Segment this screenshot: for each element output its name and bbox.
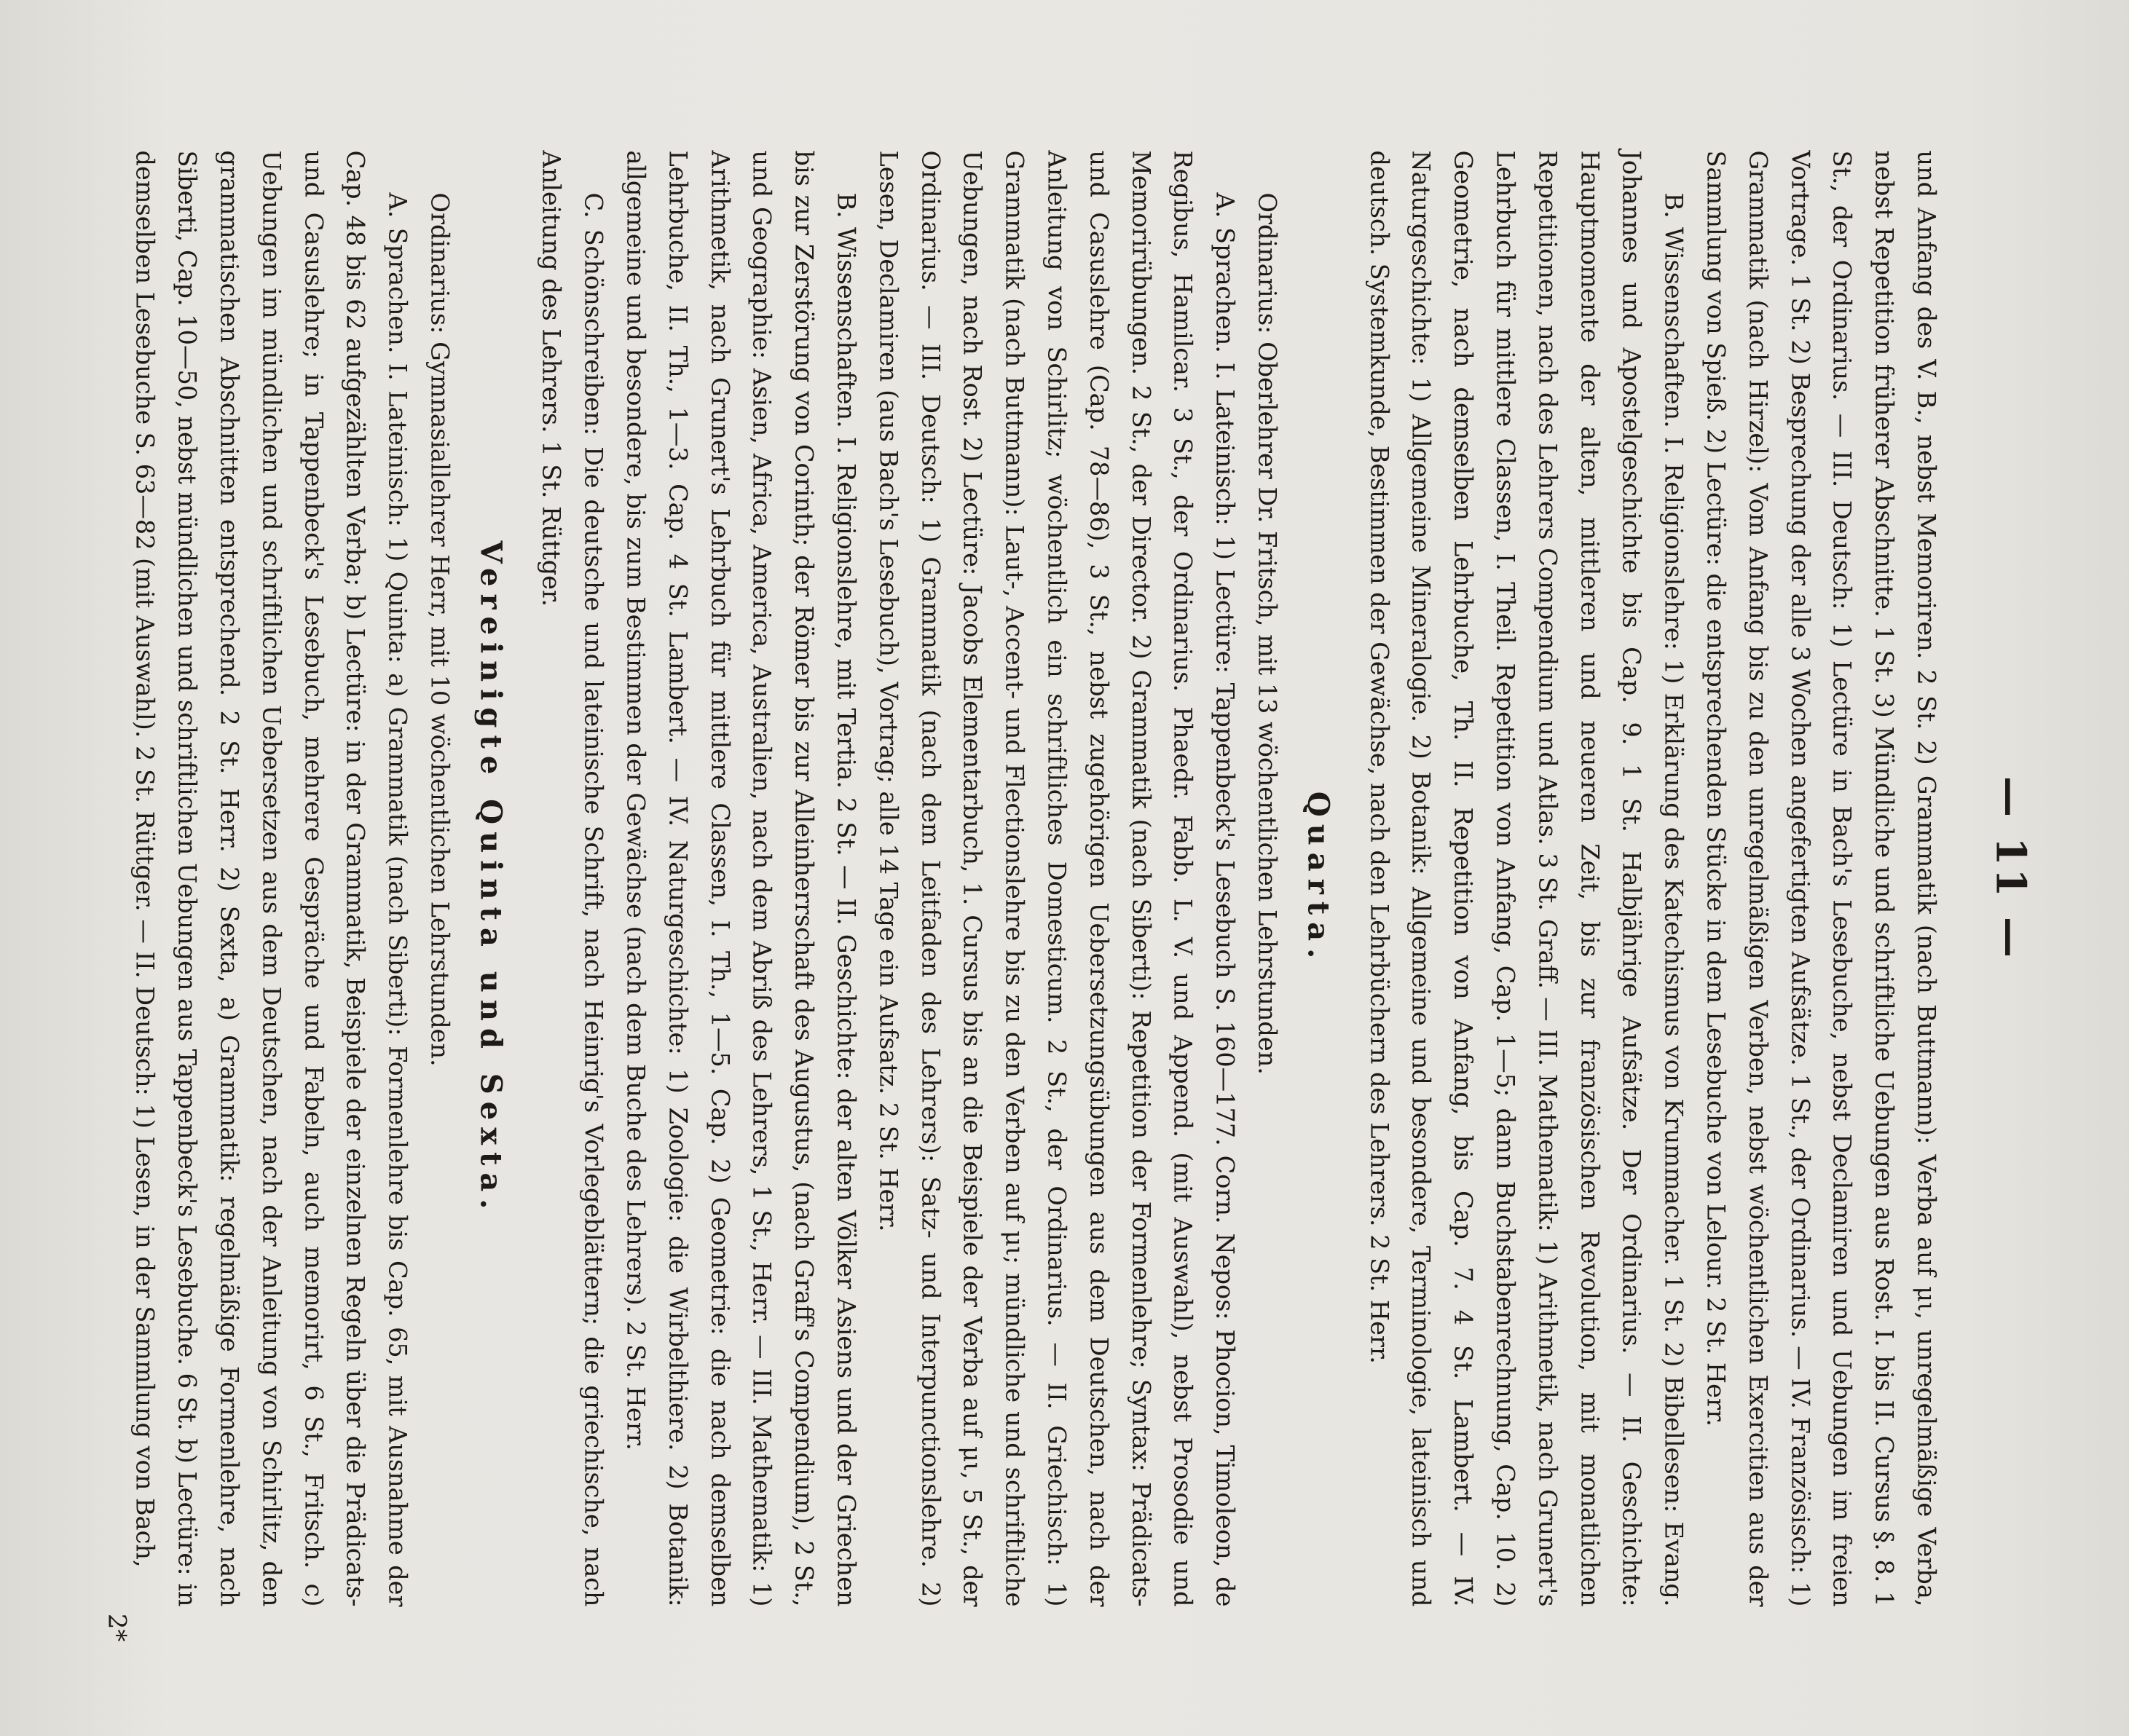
paragraph-quinta-ordinarius: Ordinarius: Gymnasiallehrer Herr, mit 10 wöchentlichen Lehrstunden. [425,192,454,1067]
section-heading-quarta: Quarta. [1300,791,1335,966]
paragraph-quarta-handwriting: C. Schönschreiben: Die deutsche und lateinische Schrift, nach Heinrig's Vorlegeblättern; die griechische, nach Anleitung des Lehrers. 1 St. Rüttger. [537,150,608,1606]
paragraph-quarta-ordinarius: Ordinarius: Oberlehrer Dr. Fritsch, mit 13 wöchentlichen Lehrstunden. [1253,192,1282,1075]
section-heading-quinta-sexta: Vereinigte Quinta und Sexta. [473,540,508,1216]
page-number: — 11 — [1986,776,2034,960]
paragraph-quarta-languages: A. Sprachen. I. Lateinisch: 1) Lectüre: Tappenbeck's Lesebuch S. 160—177. Corn. Nepos: Phocion, Timoleon, de Regibus, Hamilcar. 3 St., der Ordinarius. Phaedr. Fabb. L. V. und Append. (mit Auswahl), nebst Prosodie und Memorirübungen. 2 St., der Director. 2) Grammatik (nach Siberti): Repetition der Formenlehre; Syntax: Prädicats- und Casuslehre (Cap. 78—86), 3 St., nebst zugehörigen Uebersetzungsübungen aus dem Deutschen, nach der Anleitung von Schirlitz; wöchentlich ein schriftliches Domesticum. 2 St., der Ordinarius. — II. Griechisch: 1) Grammatik (nach Buttmann): Laut-, Accent- und Flectionslehre bis zu den Verben auf μι; mündliche und schriftliche Uebungen, nach Rost. 2) Lectüre: Jacobs Elementarbuch, 1. Cursus bis an die Beispiele der Verba auf μι, 5 St., der Ordinarius. — III. Deutsch: 1) Grammatik (nach dem Leitfaden des Lehrers): Satz- und Interpunctionslehre. 2) Lesen, Declamiren (aus Bach's Lesebuch), Vortrag; alle 14 Tage ein Aufsatz. 2 St. Herr. [873,150,1240,1606]
paragraph-quarta-sciences: B. Wissenschaften. I. Religionslehre, mit Tertia. 2 St. — II. Geschichte: der alten Völker Asiens und der Griechen bis zur Zerstörung von Corinth; der Römer bis zur Alleinherrschaft des Augustus, (nach Graff's Compendium), 2 St., und Geographie: Asien, Africa, America, Australien, nach dem Abriß des Lehrers, 1 St., Herr. — III. Mathematik: 1) Arithmetik, nach Grunert's Lehrbuch für mittlere Classen, I. Th., 1—5. Cap. 2) Geometrie: die nach demselben Lehrbuche, II. Th., 1—3. Cap. 4 St. Lambert. — IV. Naturgeschichte: 1) Zoologie: die Wirbelthiere. 2) Botanik: allgemeine und besondere, bis zum Bestimmen der Gewächse (nach dem Buche des Lehrers). 2 St. Herr. [621,150,861,1606]
paragraph-tertia-sciences: B. Wissenschaften. I. Religionslehre: 1) Erklärung des Katechismus von Krummacher. 1 St. 2) Bibellesen: Evang. Johannes und Apostelgeschichte bis Cap. 9. 1 St. Halbjährige Aufsätze. Der Ordinarius. — II. Geschichte: Hauptmomente der alten, mittleren und neueren Zeit, bis zur französischen Revolution, mit monatlichen Repetitionen, nach des Lehrers Compendium und Atlas. 3 St. Graff. — III. Mathematik: 1) Arithmetik, nach Grunert's Lehrbuch für mittlere Classen, I. Theil. Repetition von Anfang, Cap. 1—5; dann Buchstabenrechnung, Cap. 10. 2) Geometrie, nach demselben Lehrbuche, Th. II. Repetition von Anfang, bis Cap. 7. 4 St. Lambert. — IV. Naturgeschichte: 1) Allgemeine Mineralogie. 2) Botanik: Allgemeine und besondere, Terminologie, lateinisch und deutsch. Systemkunde, Bestimmen der Gewächse, nach den Lehrbüchern des Lehrers. 2 St. Herr. [1364,150,1688,1606]
body-text [124,150,1947,1606]
paragraph-greek-french: und Anfang des V. B., nebst Memoriren. 2 St. 2) Grammatik (nach Buttmann): Verba auf μι, unregelmäßige Verba, nebst Repetition früherer Abschnitte. 1 St. 3) Mündliche und schriftliche Uebungen aus Rost. I. bis II. Cursus §. 8. 1 St., der Ordinarius. — III. Deutsch: 1) Lectüre in Bach's Lesebuche, nebst Declamiren und Uebungen im freien Vortrage. 1 St. 2) Besprechung der alle 3 Wochen angefertigten Aufsätze. 1 St., der Ordinarius. — IV. Französisch: 1) Grammatik (nach Hirzel): Vom Anfang bis zu den unregelmäßigen Verben, nebst wöchentlichen Exercitien aus der Sammlung von Spieß. 2) Lectüre: die entsprechenden Stücke in dem Lesebuche von Lelour. 2 St. Herr. [1701,150,1940,1606]
signature-mark: 2* [102,1613,131,1641]
paragraph-quinta-languages: A. Sprachen. I. Lateinisch: 1) Quinta: a) Grammatik (nach Siberti): Formenlehre bis Cap. 65, mit Ausnahme der Cap. 48 bis 62 aufgezählten Verba; b) Lectüre: in der Grammatik, Beispiele der einzelnen Regeln über die Prädicats- und Casuslehre; in Tappenbeck's Lesebuch, mehrere Gespräche und Fabeln, auch memorirt, 6 St., Fritsch. c) Uebungen im mündlichen und schriftlichen Uebersetzen aus dem Deutschen, nach der Anleitung von Schirlitz, den grammatischen Abschnitten entsprechend. 2 St. Herr. 2) Sexta, a) Grammatik: regelmäßige Formenlehre, nach Siberti, Cap. 10—50, nebst mündlichen und schriftlichen Uebungen aus Tappenbeck's Lesebuche. 6 St. b) Lectüre: in demselben Lesebuche S. 63—82 (mit Auswahl). 2 St. Rüttger. — II. Deutsch: 1) Lesen, in der Sammlung von Bach, [130,150,412,1606]
